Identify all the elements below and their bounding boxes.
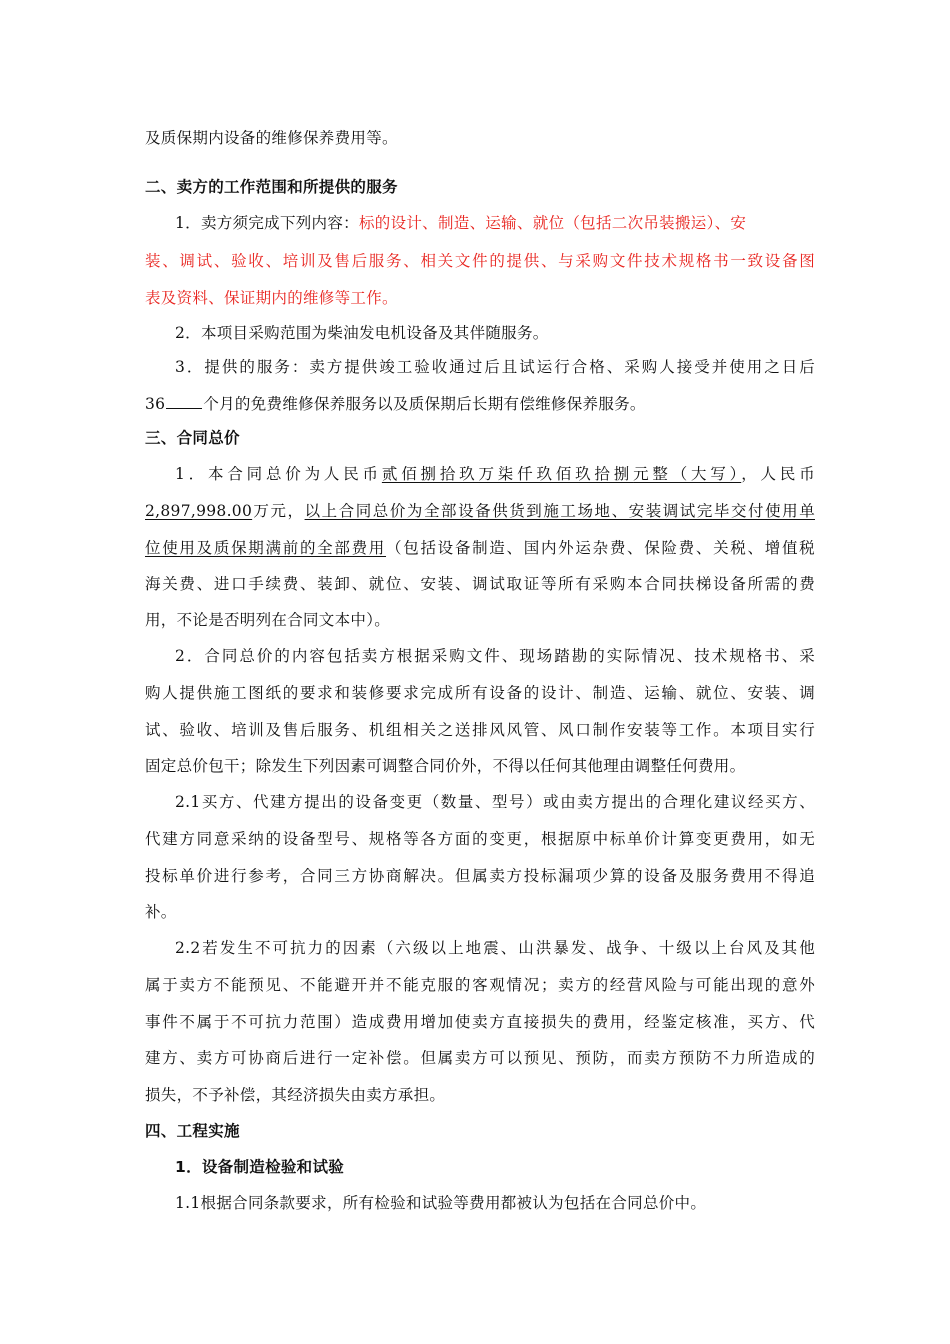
fill-in-blank: [166, 394, 202, 409]
paragraph-line: 固定总价包干；除发生下列因素可调整合同价外，不得以任何其他理由调整任何费用。: [145, 757, 746, 775]
amount-in-words: 贰佰捌拾玖万柒仟玖佰玖拾捌: [381, 465, 634, 483]
paragraph-line: 36 个月的免费维修保养服务以及质保期后长期有偿维修保养服务。: [145, 395, 646, 413]
paragraph-line: 2.2若发生不可抗力的因素（六级以上地震、山洪暴发、战争、十级以上台风及其他: [175, 939, 815, 957]
paragraph-line: 损失，不予补偿，其经济损失由卖方承担。: [145, 1086, 446, 1104]
highlighted-text: 标的设计、制造、运输、就位（包括二次吊装搬运）、安: [358, 214, 747, 232]
highlighted-line: 表及资料、保证期内的维修等工作。: [145, 289, 398, 307]
paragraph-line: 补。: [145, 903, 177, 921]
paragraph-line: 2．本项目采购范围为柴油发电机设备及其伴随服务。: [175, 324, 549, 342]
paragraph-line: 购人提供施工图纸的要求和装修要求完成所有设备的设计、制造、运输、就位、安装、调: [145, 684, 815, 702]
paragraph-line: 2,897,998.00万元，以上合同总价为全部设备供货到施工场地、安装调试完毕交付使用单: [145, 502, 815, 520]
paragraph-line: 试、验收、培训及售后服务、机组相关之送排风风管、风口制作安装等工作。本项目实行: [145, 721, 815, 739]
paragraph-line: 投标单价进行参考，合同三方协商解决。但属卖方投标漏项少算的设备及服务费用不得追: [145, 867, 815, 885]
section-heading-contract-price: 三、合同总价: [145, 429, 240, 447]
highlighted-line: 装、调试、验收、培训及售后服务、相关文件的提供、与采购文件技术规格书一致设备图: [145, 252, 815, 270]
paragraph-line: 属于卖方不能预见、不能避开并不能克服的客观情况；卖方的经营风险与可能出现的意外: [145, 976, 815, 994]
paragraph-line: 3．提供的服务：卖方提供竣工验收通过后且试运行合格、采购人接受并使用之日后: [175, 358, 815, 376]
amount-in-figures: 2,897,998.00: [145, 502, 253, 520]
paragraph-line: 用，不论是否明列在合同文本中）。: [145, 611, 391, 629]
section-heading-implementation: 四、工程实施: [145, 1122, 240, 1140]
paragraph-line: 1.1根据合同条款要求，所有检验和试验等费用都被认为包括在合同总价中。: [175, 1194, 707, 1212]
paragraph-line: 代建方同意采纳的设备型号、规格等各方面的变更，根据原中标单价计算变更费用，如无: [145, 830, 815, 848]
section-heading-seller-scope: 二、卖方的工作范围和所提供的服务: [145, 178, 398, 196]
paragraph-line: 1．卖方须完成下列内容：标的设计、制造、运输、就位（包括二次吊装搬运）、安: [175, 214, 747, 232]
paragraph-line: 2.1买方、代建方提出的设备变更（数量、型号）或由卖方提出的合理化建议经买方、: [175, 793, 815, 811]
paragraph-line: 海关费、进口手续费、装卸、就位、安装、调试取证等所有采购本合同扶梯设备所需的费: [145, 575, 815, 593]
paragraph-line: 建方、卖方可协商后进行一定补偿。但属卖方可以预见、预防，而卖方预防不力所造成的: [145, 1049, 815, 1067]
paragraph-line: 位使用及质保期满前的全部费用（包括设备制造、国内外运杂费、保险费、关税、增值税: [145, 539, 815, 557]
paragraph-line: 1．本合同总价为人民币贰佰捌拾玖万柒仟玖佰玖拾捌元整（大写），人民币: [175, 465, 815, 483]
subsection-heading-inspection: 1．设备制造检验和试验: [175, 1158, 345, 1176]
paragraph-line: 事件不属于不可抗力范围）造成费用增加使卖方直接损失的费用，经鉴定核准，买方、代: [145, 1013, 815, 1031]
paragraph-line: 及质保期内设备的维修保养费用等。: [145, 129, 398, 147]
paragraph-line: 2．合同总价的内容包括卖方根据采购文件、现场踏勘的实际情况、技术规格书、采: [175, 647, 815, 665]
